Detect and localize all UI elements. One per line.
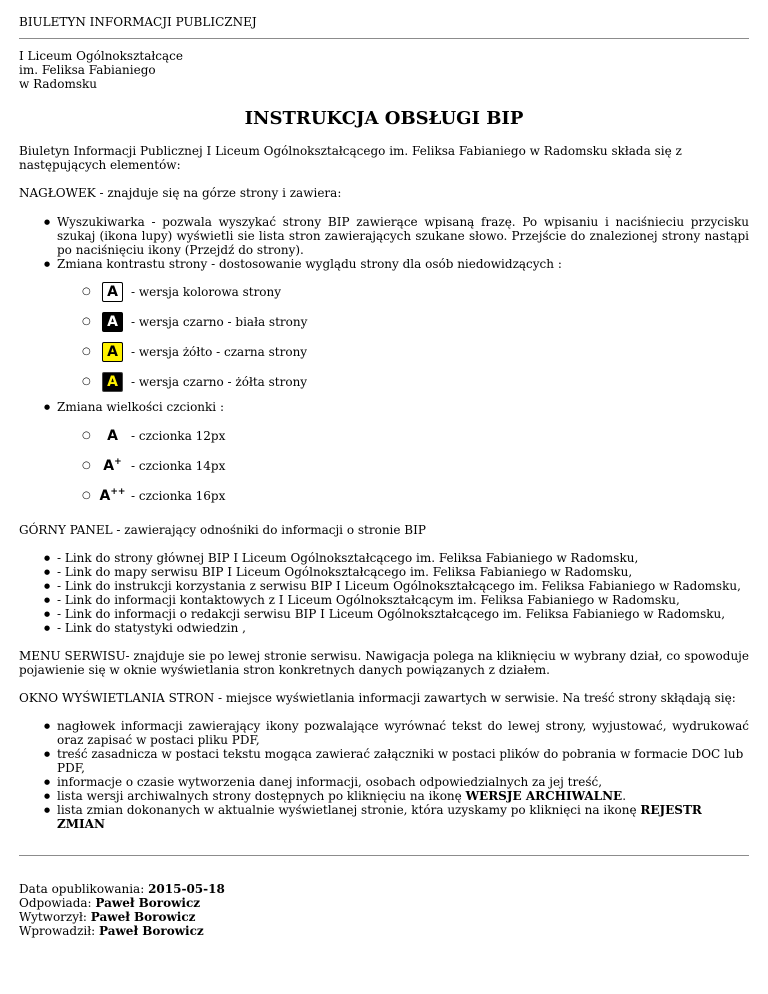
list-item: ● - Link do strony głównej BIP I Liceum Ogólnokształcącego im. Feliksa Fabianiego w Radomsku, (19, 551, 749, 565)
contrast-option (19, 367, 749, 397)
contrast-yellow-black-icon[interactable]: A (102, 342, 123, 362)
list-item-text: lista wersji archiwalnych strony dostępnych po kliknięciu na ikonę (57, 789, 466, 803)
list-item (19, 803, 749, 831)
list-item: ● - Link do instrukcji korzystania z serwisu BIP I Liceum Ogólnokształcącego im. Feliksa Fabianiego w Radomsku, (19, 579, 749, 593)
naglowek-list (19, 215, 749, 271)
font-option-label: - czcionka 16px (131, 489, 226, 503)
change-register-label: REJESTR ZMIAN (57, 803, 702, 831)
list-item (19, 789, 749, 803)
created-value: Paweł Borowicz (90, 910, 196, 924)
okno-heading: OKNO WYŚWIETLANIA STRON - miejsce wyświetlania informacji zawartych w serwisie. Na treść strony skłądają się: (19, 691, 736, 705)
font-list (19, 400, 749, 414)
font-size-normal-icon[interactable] (102, 426, 123, 446)
contrast-description: Zmiana kontrastu strony - dostosowanie wyglądu strony dla osób niedowidzących : (57, 257, 562, 271)
footer-divider (19, 855, 749, 856)
intro-paragraph: Biuletyn Informacji Publicznej I Liceum Ogólnokształcącego im. Feliksa Fabianiego w Radomsku składa się z następujących elementów: (19, 144, 682, 172)
circle-bullet-icon: ○ (82, 460, 91, 471)
bip-header: BIULETYN INFORMACJI PUBLICZNEJ (19, 15, 257, 29)
circle-bullet-icon: ○ (82, 316, 91, 327)
circle-bullet-icon: ○ (82, 346, 91, 357)
list-item-text: informacje o czasie wytworzenia danej informacji, osobach odpowiedzialnych za jej treść, (57, 775, 603, 789)
published-label: Data opublikowania: (19, 882, 149, 896)
list-item: ● - Link do informacji kontaktowych z I Liceum Ogólnokształcącym im. Feliksa Fabianiego w Radomsku, (19, 593, 749, 607)
contrast-option-label: - wersja czarno - żółta strony (131, 375, 308, 389)
entered-row (19, 924, 749, 938)
publication-metadata (19, 882, 749, 938)
list-item (19, 775, 749, 789)
font-size-largest-icon[interactable]: A ++ (99, 487, 126, 504)
list-item (19, 719, 749, 747)
font-option-label: - czcionka 14px (131, 459, 226, 473)
school-line: I Liceum Ogólnokształcące (19, 49, 183, 63)
font-option (19, 421, 749, 451)
published-value: 2015-05-18 (148, 882, 225, 896)
circle-bullet-icon: ○ (82, 286, 91, 297)
list-item-text: treść zasadnicza w postaci tekstu mogąca zawierać załączniki w postaci plików do pobrania w formacie DOC lub PDF, (57, 747, 744, 775)
school-name (19, 49, 749, 91)
contrast-black-white-icon[interactable]: A (102, 312, 123, 332)
circle-bullet-icon: ○ (82, 376, 91, 387)
entered-label: Wprowadził: (19, 924, 99, 938)
font-option (19, 451, 749, 481)
created-row (19, 910, 749, 924)
list-item (19, 747, 749, 775)
list-item-text: lista zmian dokonanych w aktualnie wyświetlanej stronie, która uzyskamy po kliknięci na ikonę (57, 803, 641, 817)
contrast-option-label: - wersja kolorowa strony (131, 285, 282, 299)
school-line: im. Feliksa Fabianiego (19, 63, 156, 77)
font-icon-letter: A (103, 458, 115, 474)
contrast-option-label: - wersja żółto - czarna strony (131, 345, 308, 359)
list-item: ● - Link do statystyki odwiedzin , (19, 621, 749, 635)
contrast-option-label: - wersja czarno - biała strony (131, 315, 308, 329)
contrast-option (19, 277, 749, 307)
responsible-label: Odpowiada: (19, 896, 96, 910)
archive-versions-label: WERSJE ARCHIWALNE (465, 789, 623, 803)
contrast-options (19, 277, 749, 397)
gorny-panel-list (19, 551, 749, 635)
contrast-option (19, 337, 749, 367)
responsible-value: Paweł Borowicz (95, 896, 201, 910)
entered-value: Paweł Borowicz (99, 924, 204, 938)
published-row (19, 882, 749, 896)
circle-bullet-icon: ○ (82, 490, 91, 501)
page-title: INSTRUKCJA OBSŁUGI BIP (244, 108, 524, 129)
search-description: Wyszukiwarka - pozwala wyszykać strony BIP zawierące wpisaną frazę. Po wpisaniu i naciśnieciu przycisku szukaj (ikona lupy) wyświetli sie lista stron zawierających szukane słowo. Przejście do znalezionej strony nastąpi po naciśnięciu ikony (Przejdź do strony). (57, 215, 749, 257)
contrast-black-yellow-icon[interactable]: A (102, 372, 123, 392)
circle-bullet-icon: ○ (82, 430, 91, 441)
font-icon-letter: A (107, 428, 118, 444)
naglowek-heading: NAGŁOWEK - znajduje się na górze strony i zawiera: (19, 186, 342, 200)
contrast-option (19, 307, 749, 337)
header-divider (19, 38, 749, 39)
school-line: w Radomsku (19, 77, 97, 91)
font-icon-letter: A (99, 488, 111, 504)
responsible-row (19, 896, 749, 910)
list-item-font (19, 400, 749, 414)
list-item: ● - Link do informacji o redakcji serwisu BIP I Liceum Ogólnokształcącego im. Feliksa Fabianiego w Radomsku, (19, 607, 749, 621)
list-item-search (19, 215, 749, 257)
list-item-suffix: . (622, 789, 627, 803)
list-item-text: nagłowek informacji zawierający ikony pozwalające wyrównać tekst do lewej strony, wyjustować, wydrukować oraz zapisać w postaci pliku PDF, (57, 719, 749, 747)
font-option (19, 481, 749, 511)
okno-list (19, 719, 749, 831)
font-size-larger-icon[interactable]: A + (103, 457, 122, 474)
contrast-color-icon[interactable]: A (102, 282, 123, 302)
font-options (19, 421, 749, 511)
list-item: ● - Link do mapy serwisu BIP I Liceum Ogólnokształcącego im. Feliksa Fabianiego w Radomsku, (19, 565, 749, 579)
created-label: Wytworzył: (19, 910, 91, 924)
font-description: Zmiana wielkości czcionki : (57, 400, 225, 414)
font-option-label: - czcionka 12px (131, 429, 226, 443)
gorny-panel-heading: GÓRNY PANEL - zawierający odnośniki do informacji o stronie BIP (19, 523, 426, 537)
list-item-contrast (19, 257, 749, 271)
menu-paragraph: MENU SERWISU- znajduje sie po lewej stronie serwisu. Nawigacja polega na kliknięciu w wybrany dział, co spowoduje pojawienie się w oknie wyświetlania stron konkretnych danych powiązanych z działem. (19, 649, 749, 677)
